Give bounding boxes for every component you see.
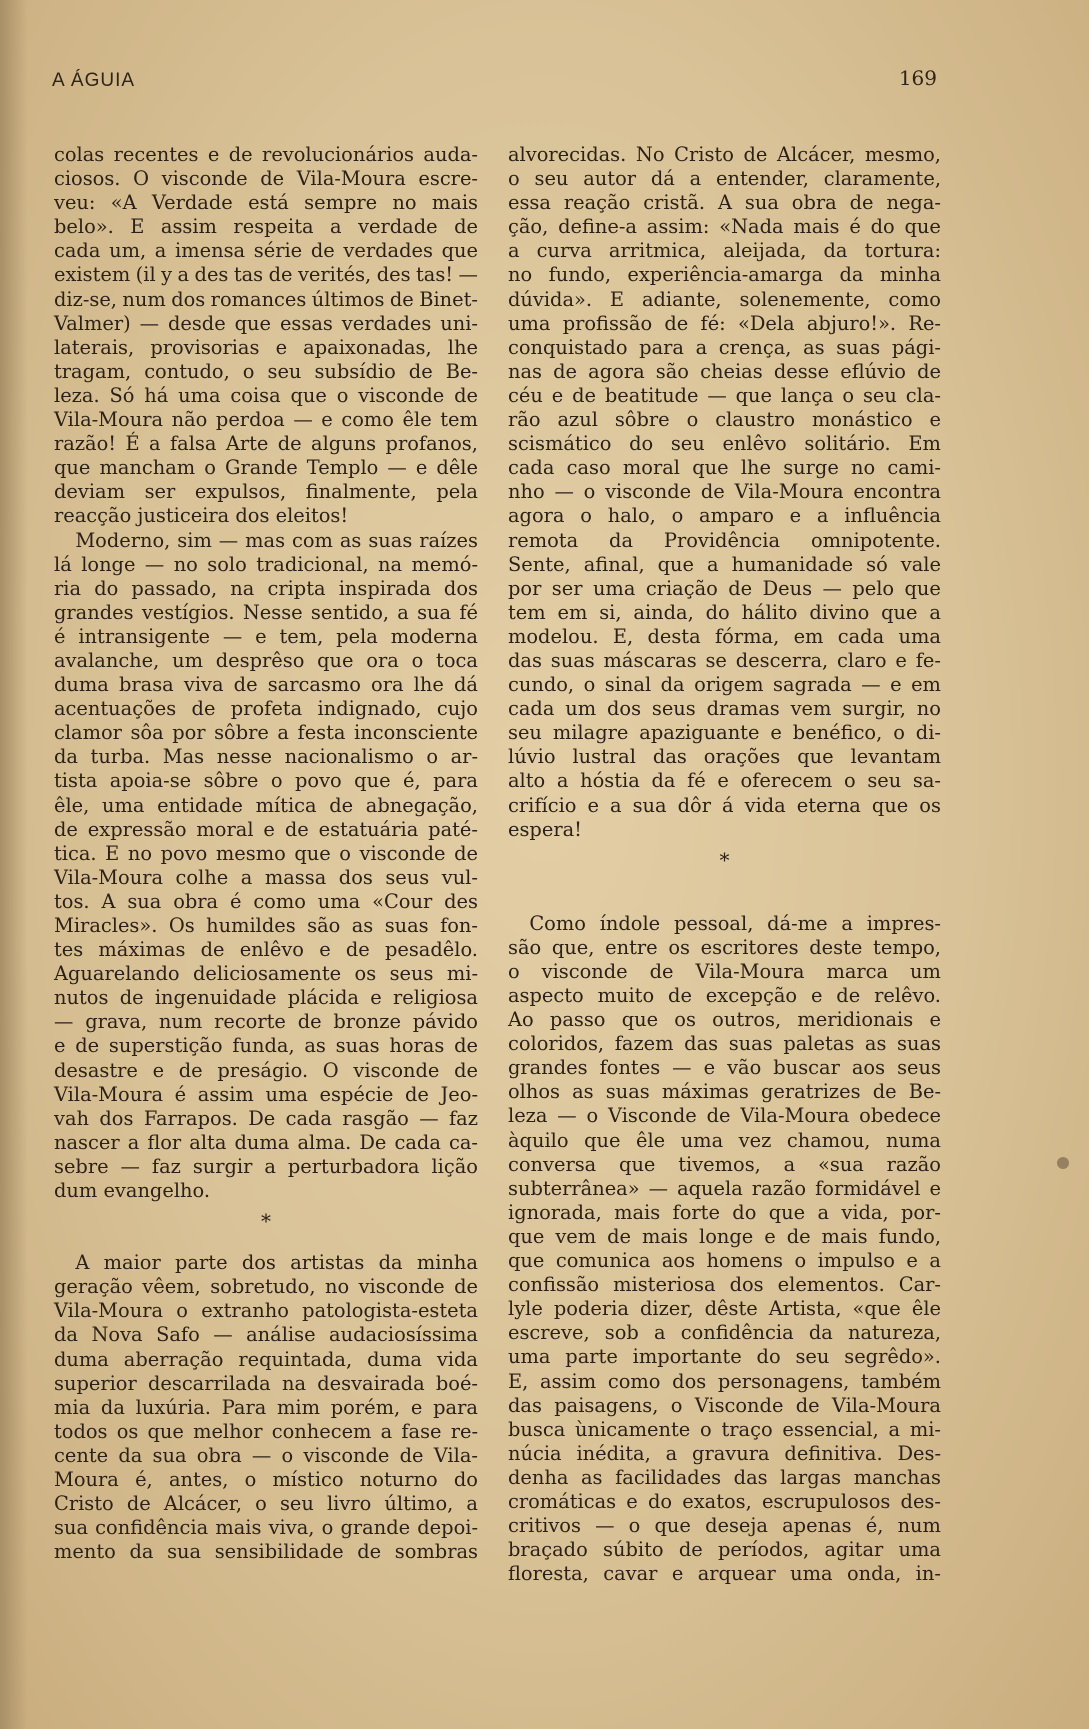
text-line: cada um, a imensa série de verdades que [54, 239, 478, 263]
text-line: nutos de ingenuidade plácida e religiosa [54, 986, 478, 1010]
text-line: busca ùnicamente o traço essencial, a mi- [508, 1417, 941, 1441]
text-line: ignorada, mais forte do que a vida, por- [508, 1200, 941, 1224]
right-paragraph-1 [508, 143, 941, 842]
text-line: E, assim como dos personagens, também [508, 1369, 941, 1393]
text-line: critivos — o que deseja apenas é, num [508, 1514, 941, 1538]
text-line: o seu autor dá a entender, claramente, [508, 167, 941, 191]
text-line: crifício e a sua dôr á vida eterna que os [508, 793, 941, 817]
text-line: lá longe — no solo tradicional, na memó- [54, 552, 478, 576]
text-line: acentuações de profeta indignado, cujo [54, 697, 478, 721]
text-line: Como índole pessoal, dá-me a impres- [529, 911, 941, 935]
text-line: cente da sua obra — o visconde de Vila- [54, 1443, 478, 1467]
left-paragraph-1 [54, 143, 478, 529]
text-line: ção, define-a assim: «Nada mais é do que [508, 215, 941, 239]
text-line: deviam ser expulsos, finalmente, pela [54, 480, 478, 504]
text-line: Valmer) — desde que essas verdades uni- [54, 311, 478, 335]
text-line: Sente, afinal, que a humanidade só vale [508, 552, 941, 576]
text-line: superior descarrilada na desvairada boé- [54, 1371, 478, 1395]
text-line: tes máximas de enlêvo e de pesadêlo. [54, 938, 478, 962]
text-line: duma brasa viva de sarcasmo ora lhe dá [54, 673, 478, 697]
text-line: dum evangelho. [54, 1179, 211, 1203]
text-line: laterais, provisorias e apaixonadas, lhe [54, 335, 478, 359]
text-line: da Nova Safo — análise audaciosíssima [54, 1323, 478, 1347]
text-line: céu e de beatitude — que lança o seu cla- [508, 383, 941, 407]
text-line: diz-se, num dos romances últimos de Binet- [54, 287, 478, 311]
text-line: todos os que melhor conhecem a fase re- [54, 1419, 478, 1443]
text-line: das paisagens, o Visconde de Vila-Moura [508, 1393, 941, 1417]
page-number: 169 [898, 66, 937, 90]
text-line: modelou. E, desta fórma, em cada uma [508, 624, 941, 648]
text-line: scismático do seu enlêvo solitário. Em [508, 432, 941, 456]
text-line: desastre e de preságio. O visconde de [54, 1058, 478, 1082]
text-line: àquilo que êle uma vez chamou, numa [508, 1128, 941, 1152]
page-edge-shadow [0, 0, 28, 1729]
text-line: da turba. Mas nesse nacionalismo o ar- [54, 745, 478, 769]
text-line: Vila-Moura não perdoa — e como êle tem [54, 408, 478, 432]
text-line: essa reação cristã. A sua obra de nega- [508, 191, 941, 215]
text-line: avalanche, um desprêso que ora o toca [54, 648, 478, 672]
text-line: geração vêem, sobretudo, no visconde de [54, 1275, 478, 1299]
section-separator: * [261, 1209, 271, 1234]
text-line: que mancham o Grande Templo — e dêle [54, 456, 478, 480]
text-line: leza — o Visconde de Vila-Moura obedece [508, 1104, 941, 1128]
text-line: seu milagre apaziguante e benéfico, o di- [508, 721, 941, 745]
text-line: cundo, o sinal da origem sagrada — e em [508, 673, 941, 697]
paper-stain [1057, 1157, 1069, 1169]
left-paragraph-3 [54, 1251, 478, 1564]
text-line: nho — o visconde de Vila-Moura encontra [508, 480, 941, 504]
text-line: Moderno, sim — mas com as suas raízes [75, 528, 478, 552]
section-separator: * [719, 847, 730, 872]
text-line: no fundo, experiência-amarga da minha [508, 263, 941, 287]
text-line: Miracles». Os humildes são as suas fon- [54, 914, 478, 937]
text-line: coloridos, fazem das suas paletas as suas [508, 1032, 941, 1056]
text-line: Vila-Moura colhe a massa dos seus vul- [54, 865, 478, 889]
text-line: espera! [508, 817, 582, 841]
text-line: duma aberração requintada, duma vida [54, 1347, 478, 1371]
text-line: — grava, num recorte de bronze pávido [54, 1010, 478, 1034]
left-column [54, 143, 478, 1564]
text-line: subterrânea» — aquela razão formidável e [508, 1176, 941, 1200]
text-line: cada caso moral que lhe surge no cami- [508, 456, 941, 480]
left-paragraph-2 [54, 529, 478, 1204]
text-line: Aguarelando deliciosamente os seus mi- [54, 962, 478, 986]
text-line: sua confidência mais viva, o grande depoi- [54, 1516, 478, 1540]
text-line: Moura é, antes, o místico noturno do [54, 1467, 478, 1491]
text-line: Vila-Moura o extranho patologista-esteta [54, 1299, 478, 1323]
right-column [508, 143, 941, 1586]
text-line: leza. Só há uma coisa que o visconde de [54, 383, 478, 407]
text-line: a curva arritmica, aleijada, da tortura: [508, 239, 941, 263]
text-line: que vem de mais longe e de mais fundo, [508, 1224, 941, 1248]
text-line: existem (il y a des tas de verités, des tas! — [54, 263, 478, 287]
text-line: êle, uma entidade mítica de abnegação, [54, 793, 478, 817]
text-line: mia da luxúria. Para mim porém, e para [54, 1395, 478, 1419]
text-line: sebre — faz surgir a perturbadora lição [54, 1154, 478, 1178]
text-line: nascer a flor alta duma alma. De cada ca- [54, 1130, 478, 1154]
text-line: veu: «A Verdade está sempre no mais [54, 191, 478, 215]
text-line: lyle poderia dizer, dêste Artista, «que êle [508, 1297, 941, 1321]
text-line: cada um dos seus dramas vem surgir, no [508, 697, 941, 721]
text-line: agora o halo, o amparo e a influência [508, 504, 941, 528]
text-line: confissão misteriosa dos elementos. Car- [508, 1273, 941, 1297]
text-line: grandes fontes — e vão buscar aos seus [508, 1056, 941, 1080]
text-line: tista apoia-se sôbre o povo que é, para [54, 769, 478, 793]
text-line: ria do passado, na cripta inspirada dos [54, 576, 478, 600]
text-line: clamor sôa por sôbre a festa inconsciente [54, 721, 478, 745]
text-line: remota da Providência omnipotente. [508, 528, 941, 552]
text-line: mento da sua sensibilidade de sombras [54, 1540, 478, 1564]
text-line: é intransigente — e tem, pela moderna [54, 624, 478, 648]
text-line: alvorecidas. No Cristo de Alcácer, mesmo, [508, 143, 941, 166]
text-line: uma profissão de fé: «Dela abjuro!». Re- [508, 311, 941, 335]
text-line: razão! É a falsa Arte de alguns profanos, [54, 432, 478, 456]
text-line: que comunica aos homens o impulso e a [508, 1249, 941, 1273]
right-paragraph-2 [508, 912, 941, 1587]
text-line: Cristo de Alcácer, o seu livro último, a [54, 1492, 478, 1516]
text-line: dúvida». E adiante, solenemente, como [508, 287, 941, 311]
text-line: vah dos Farrapos. De cada rasgão — faz [54, 1106, 478, 1130]
text-line: escreve, sob a confidência da natureza, [508, 1321, 941, 1345]
text-line: conversa que tivemos, a «sua razão [508, 1152, 941, 1176]
text-line: são que, entre os escritores deste tempo, [508, 935, 941, 959]
text-line: tem em si, ainda, do hálito divino que a [508, 600, 941, 624]
text-line: uma parte importante do seu segrêdo». [508, 1345, 941, 1369]
section-gap [508, 890, 941, 912]
text-line: ciosos. O visconde de Vila-Moura escre- [54, 167, 478, 191]
text-line: A maior parte dos artistas da minha [75, 1251, 478, 1275]
text-line: por ser uma criação de Deus — pelo que [508, 576, 941, 600]
text-line: Ao passo que os outros, meridionais e [508, 1008, 941, 1032]
text-line: colas recentes e de revolucionários auda- [54, 143, 478, 166]
text-line: núcia inédita, a gravura definitiva. Des- [508, 1441, 941, 1465]
text-line: reacção justiceira dos eleitos! [54, 504, 349, 528]
text-line: Vila-Moura é assim uma espécie de Jeo- [54, 1082, 478, 1106]
text-line: belo». E assim respeita a verdade de [54, 215, 478, 239]
text-line: olhos as suas máximas geratrizes de Be- [508, 1080, 941, 1104]
text-line: alto a hóstia da fé e oferecem o seu sa- [508, 769, 941, 793]
text-line: das suas máscaras se descerra, claro e fe- [508, 648, 941, 672]
text-line: lúvio lustral das orações que levantam [508, 745, 941, 769]
text-line: denha as facilidades das largas manchas [508, 1465, 941, 1489]
text-line: tos. A sua obra é como uma «Cour des [54, 889, 478, 913]
text-line: rão azul sôbre o claustro monástico e [508, 408, 941, 432]
text-line: aspecto muito de excepção e de relêvo. [508, 984, 941, 1007]
text-line: tica. E no povo mesmo que o visconde de [54, 841, 478, 865]
text-line: nas de agora são cheias desse eflúvio de [508, 359, 941, 383]
text-line: braçado súbito de períodos, agitar uma [508, 1538, 941, 1562]
text-line: conquistado para a crença, as suas pági- [508, 335, 941, 359]
text-line: e de superstição funda, as suas horas de [54, 1034, 478, 1058]
running-title: A ÁGUIA [52, 70, 136, 91]
text-line: floresta, cavar e arquear uma onda, in- [508, 1562, 941, 1586]
text-line: grandes vestígios. Nesse sentido, a sua fé [54, 600, 478, 624]
text-line: cromáticas e do exatos, escrupulosos des- [508, 1489, 941, 1513]
text-line: de expressão moral e de estatuária paté- [54, 817, 478, 841]
text-line: o visconde de Vila-Moura marca um [508, 959, 941, 983]
text-line: tragam, contudo, o seu subsídio de Be- [54, 359, 478, 383]
page-header [52, 66, 937, 98]
